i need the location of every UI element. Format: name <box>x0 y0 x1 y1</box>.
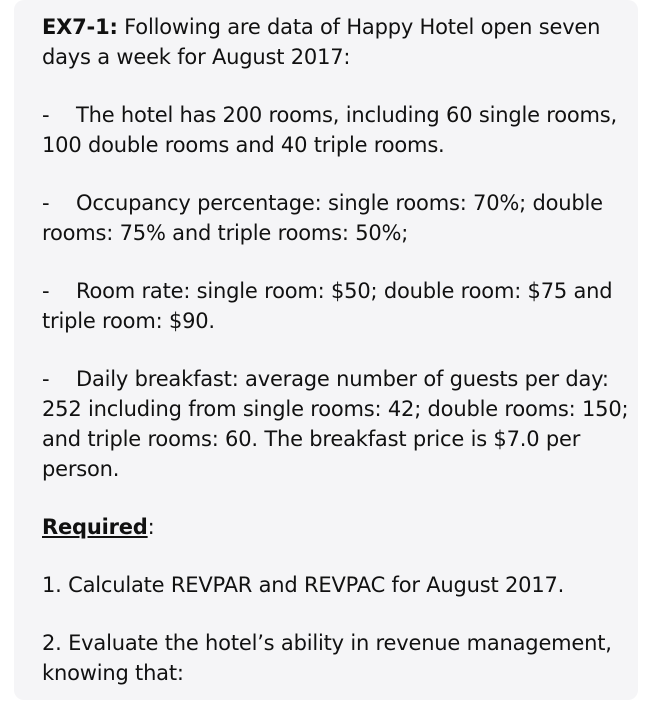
bullet-text: Daily breakfast: average number of guests per day: 252 including from single rooms: 42; double rooms: 150; and triple rooms: 60. The breakfast price is $7.0 per person. <box>42 367 629 481</box>
exercise-heading <box>42 12 642 72</box>
exercise-code: EX7-1: <box>42 15 118 39</box>
task-1: 1. Calculate REVPAR and REVPAC for August 2017. <box>42 573 565 597</box>
bullet-dash: - <box>42 191 50 215</box>
bullet-occupancy <box>42 188 642 248</box>
bullet-dash: - <box>42 367 50 391</box>
bullet-breakfast <box>42 364 642 484</box>
bullet-dash: - <box>42 279 50 303</box>
exercise-intro: Following are data of Happy Hotel open seven days a week for August 2017: <box>42 15 601 69</box>
required-colon: : <box>147 515 155 539</box>
bullet-room-rate <box>42 276 642 336</box>
required-label: Required <box>42 515 148 539</box>
bullet-text: Room rate: single room: $50; double room: $75 and triple room: $90. <box>42 279 613 333</box>
bullet-text: Occupancy percentage: single rooms: 70%; double rooms: 75% and triple rooms: 50%; <box>42 191 603 245</box>
required-heading <box>42 512 642 542</box>
exercise-text <box>42 12 642 716</box>
bullet-rooms <box>42 100 642 160</box>
bullet-dash: - <box>42 103 50 127</box>
message-card <box>14 0 638 700</box>
bullet-text: The hotel has 200 rooms, including 60 single rooms, 100 double rooms and 40 triple rooms. <box>42 103 618 157</box>
task-2: 2. Evaluate the hotel’s ability in revenue management, knowing that: <box>42 631 612 685</box>
